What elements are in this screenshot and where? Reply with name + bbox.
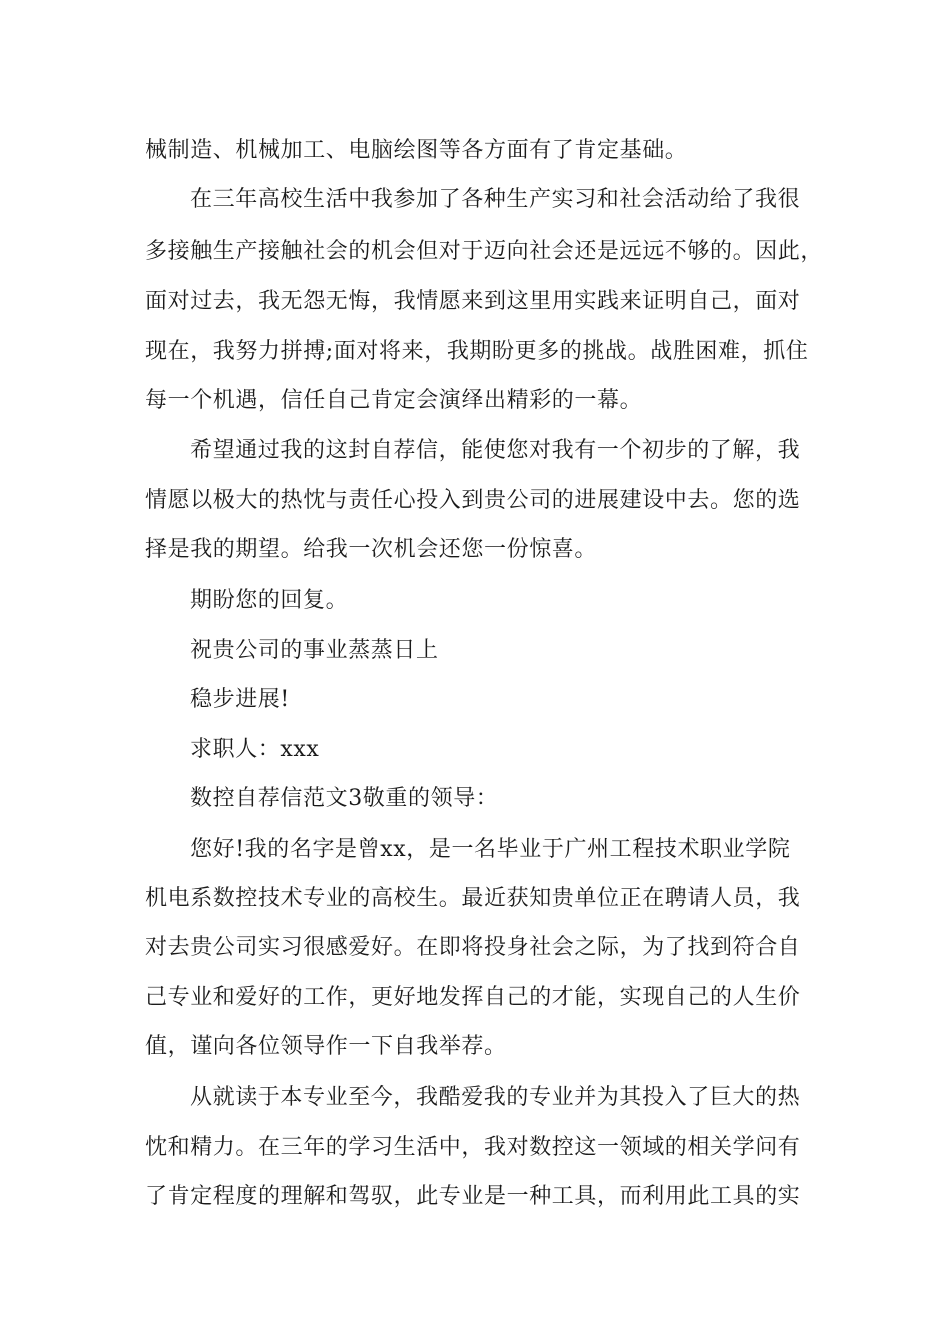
text-line: 数控自荐信范文3敬重的领导： (190, 786, 499, 811)
text-line: 忱和精力。在三年的学习生活中，我对数控这一领域的相关学问有 (145, 1135, 801, 1160)
text-line: 择是我的期望。给我一次机会还您一份惊喜。 (145, 537, 598, 562)
text-line: 从就读于本专业至今，我酷爱我的专业并为其投入了巨大的热 (190, 1085, 801, 1110)
text-line: 值，谨向各位领导作一下自我举荐。 (145, 1034, 507, 1059)
text-line: 祝贵公司的事业蒸蒸日上 (190, 638, 439, 663)
text-line: 在三年高校生活中我参加了各种生产实习和社会活动给了我很 (190, 187, 801, 212)
text-line: 情愿以极大的热忱与责任心投入到贵公司的进展建设中去。您的选 (145, 488, 801, 513)
text-line: 每一个机遇，信任自己肯定会演绎出精彩的一幕。 (145, 388, 643, 413)
text-line: 械制造、机械加工、电脑绘图等各方面有了肯定基础。 (145, 138, 688, 163)
text-line: 了肯定程度的理解和驾驭，此专业是一种工具，而利用此工具的实 (145, 1184, 801, 1209)
text-line: 稳步进展! (190, 687, 290, 712)
text-line: 面对过去，我无怨无悔，我情愿来到这里用实践来证明自己，面对 (145, 289, 801, 314)
text-line: 现在，我努力拼搏;面对将来，我期盼更多的挑战。战胜困难，抓住 (145, 339, 809, 364)
text-line: 己专业和爱好的工作，更好地发挥自己的才能，实现自己的人生价 (145, 985, 801, 1010)
text-line: 期盼您的回复。 (190, 588, 349, 613)
text-line: 希望通过我的这封自荐信，能使您对我有一个初步的了解，我 (190, 438, 801, 463)
text-line: 求职人：xxx (190, 737, 320, 762)
text-line: 多接触生产接触社会的机会但对于迈向社会还是远远不够的。因此， (145, 239, 824, 264)
text-line: 您好!我的名字是曾xx，是一名毕业于广州工程技术职业学院 (190, 837, 791, 862)
text-line: 对去贵公司实习很感爱好。在即将投身社会之际，为了找到符合自 (145, 935, 801, 960)
text-line: 机电系数控技术专业的高校生。最近获知贵单位正在聘请人员，我 (145, 886, 801, 911)
